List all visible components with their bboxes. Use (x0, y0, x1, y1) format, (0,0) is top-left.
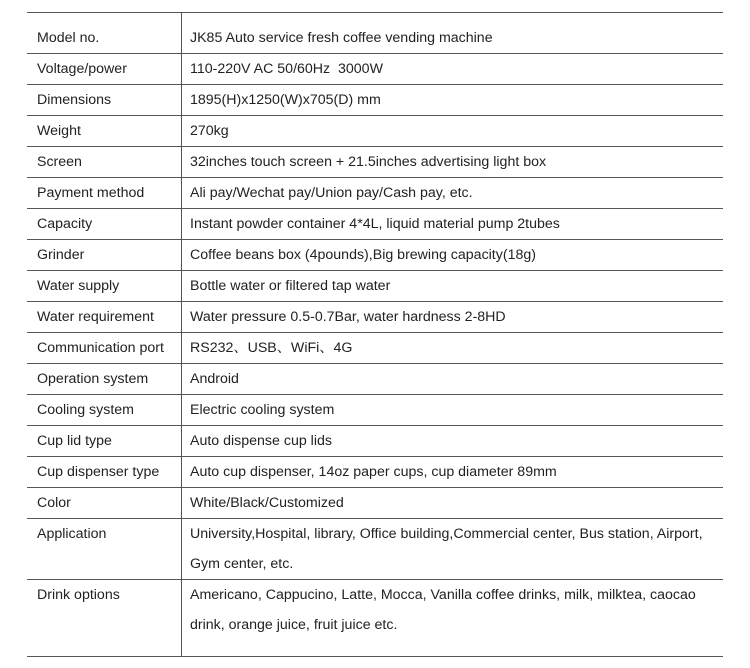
spec-row-dimensions (27, 85, 723, 116)
spec-value: Instant powder container 4*4L, liquid material pump 2tubes (190, 216, 560, 232)
spec-row-screen (27, 147, 723, 178)
spec-value: Electric cooling system (190, 402, 335, 418)
spec-row-drink-options (27, 580, 723, 657)
spec-value: JK85 Auto service fresh coffee vending machine (190, 30, 493, 46)
spec-row-payment (27, 178, 723, 209)
spec-value: White/Black/Customized (190, 495, 344, 511)
spec-row-color (27, 488, 723, 519)
spec-row-communication (27, 333, 723, 364)
spec-value: 32inches touch screen + 21.5inches advertising light box (190, 154, 547, 170)
spec-value: RS232、USB、WiFi、4G (190, 340, 353, 356)
spec-row-weight (27, 116, 723, 147)
spec-value: 110-220V AC 50/60Hz 3000W (190, 61, 383, 77)
spec-row-application (27, 519, 723, 580)
spec-label: Capacity (27, 209, 182, 240)
spec-value: University,Hospital, library, Office building,Commercial center, Bus station, Airport, Gym center, etc. (190, 526, 703, 572)
spec-label: Voltage/power (27, 54, 182, 85)
spec-table (27, 12, 723, 657)
spec-row-model (27, 13, 723, 54)
spec-value: Auto cup dispenser, 14oz paper cups, cup diameter 89mm (190, 464, 557, 480)
spec-label: Communication port (27, 333, 182, 364)
spec-row-grinder (27, 240, 723, 271)
spec-label: Drink options (27, 580, 182, 657)
spec-value: Ali pay/Wechat pay/Union pay/Cash pay, etc. (190, 185, 473, 201)
spec-value: Americano, Cappucino, Latte, Mocca, Vanilla coffee drinks, milk, milktea, caocao drink, orange juice, fruit juice etc. (190, 587, 696, 633)
spec-label: Water supply (27, 271, 182, 302)
spec-label: Dimensions (27, 85, 182, 116)
spec-label: Payment method (27, 178, 182, 209)
spec-row-water-supply (27, 271, 723, 302)
spec-label: Screen (27, 147, 182, 178)
spec-value: Auto dispense cup lids (190, 433, 332, 449)
spec-label: Cup dispenser type (27, 457, 182, 488)
spec-row-cup-dispenser (27, 457, 723, 488)
spec-label: Application (27, 519, 182, 580)
spec-value: 270kg (190, 123, 229, 139)
spec-row-cup-lid (27, 426, 723, 457)
spec-row-voltage (27, 54, 723, 85)
spec-row-os (27, 364, 723, 395)
spec-value: Water pressure 0.5-0.7Bar, water hardness 2-8HD (190, 309, 506, 325)
spec-value: Android (190, 371, 239, 387)
spec-label: Color (27, 488, 182, 519)
spec-label: Weight (27, 116, 182, 147)
spec-label: Operation system (27, 364, 182, 395)
spec-label: Water requirement (27, 302, 182, 333)
spec-value: Bottle water or filtered tap water (190, 278, 391, 294)
spec-label: Model no. (27, 13, 182, 54)
spec-label: Cooling system (27, 395, 182, 426)
spec-value: 1895(H)x1250(W)x705(D) mm (190, 92, 381, 108)
spec-label: Grinder (27, 240, 182, 271)
spec-value: Coffee beans box (4pounds),Big brewing capacity(18g) (190, 247, 536, 263)
spec-row-cooling (27, 395, 723, 426)
spec-row-water-requirement (27, 302, 723, 333)
spec-row-capacity (27, 209, 723, 240)
spec-label: Cup lid type (27, 426, 182, 457)
